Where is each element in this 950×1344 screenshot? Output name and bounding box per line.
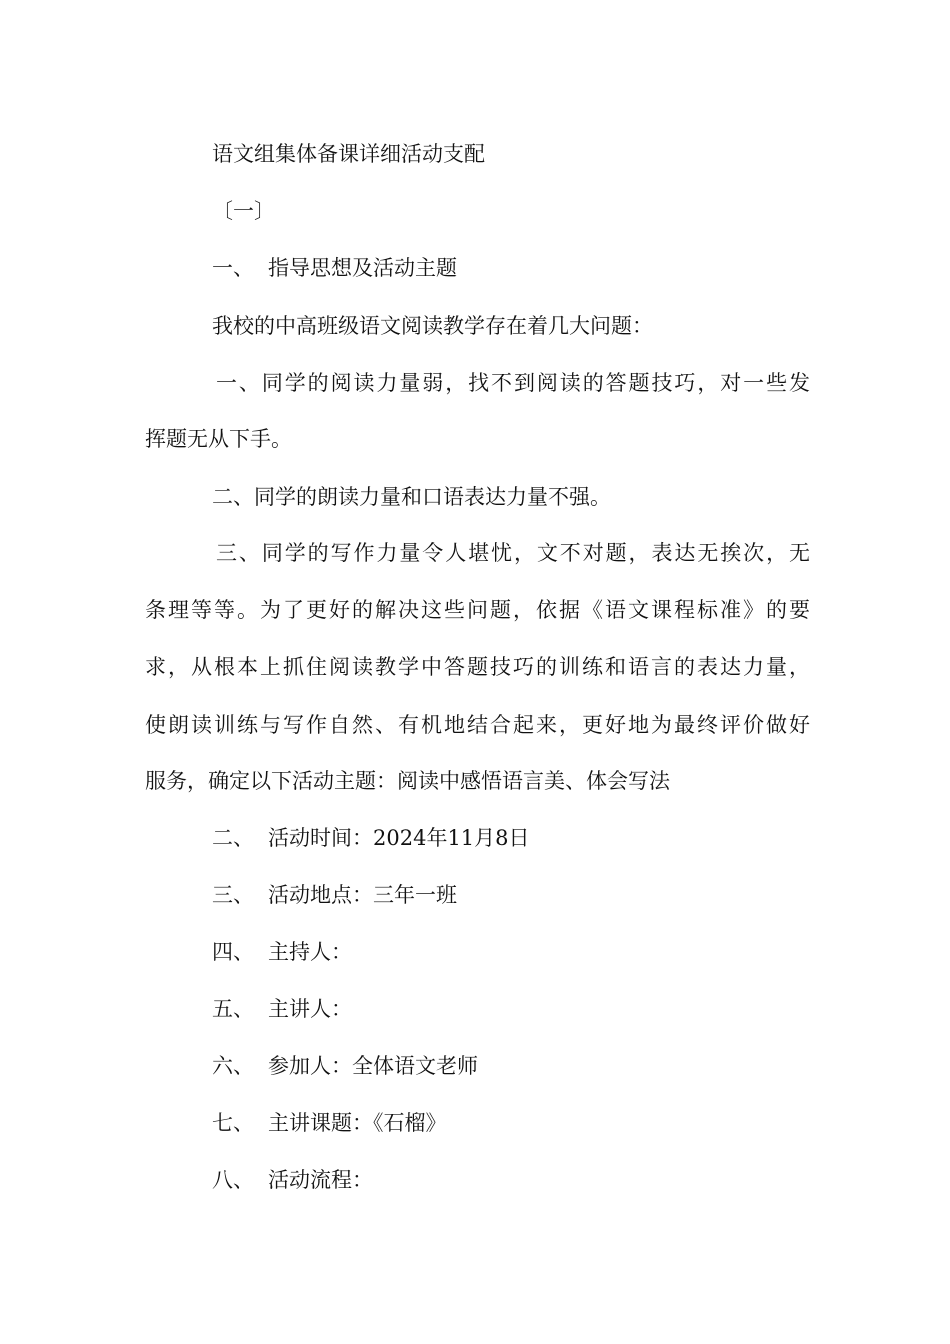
- list-item-text: 主讲课题：《石榴》: [268, 1111, 447, 1135]
- list-item-number: 五、: [212, 997, 254, 1021]
- list-item-number: 六、: [212, 1054, 254, 1078]
- list-item-participants: [212, 1051, 877, 1081]
- list-item-text: 活动流程：: [268, 1168, 373, 1192]
- problem-2: 二、同学的朗读力量和口语表达力量不强。: [212, 485, 611, 509]
- list-item-topic: [212, 1108, 877, 1138]
- intro-paragraph: 我校的中高班级语文阅读教学存在着几大问题：: [212, 314, 653, 338]
- problem-1-line-1: 一、同学的阅读力量弱，找不到阅读的答题技巧，对一些发: [216, 371, 810, 395]
- document-title: 语文组集体备课详细活动支配: [212, 142, 485, 166]
- list-item-number: 二、: [212, 826, 254, 850]
- list-item-number: 七、: [212, 1111, 254, 1135]
- section-text: 指导思想及活动主题: [268, 256, 457, 280]
- list-item-host: [212, 937, 877, 967]
- list-item-location: [212, 880, 877, 910]
- list-item-process: [212, 1165, 877, 1195]
- list-item-text: 参加人：全体语文老师: [268, 1054, 478, 1078]
- problem-3-line-4: 使朗读训练与写作自然、有机地结合起来，更好地为最终评价做好: [145, 713, 810, 737]
- problem-3-line-1: 三、同学的写作力量令人堪忧，文不对题，表达无挨次，无: [216, 541, 810, 565]
- section-heading: [212, 253, 877, 283]
- part-label: 〔一〕: [212, 199, 275, 223]
- list-item-text: 活动时间：2024年11月8日: [268, 826, 530, 850]
- list-item-text: 活动地点：三年一班: [268, 883, 457, 907]
- list-item-text: 主讲人：: [268, 997, 352, 1021]
- list-item-time: [212, 823, 877, 853]
- problem-3-line-2: 条理等等。为了更好的解决这些问题，依据《语文课程标准》的要: [145, 598, 810, 622]
- list-item-speaker: [212, 994, 877, 1024]
- list-item-number: 四、: [212, 940, 254, 964]
- problem-1-line-2: 挥题无从下手。: [145, 427, 292, 451]
- problem-3-line-5: 服务，确定以下活动主题：阅读中感悟语言美、体会写法: [145, 769, 670, 793]
- list-item-text: 主持人：: [268, 940, 352, 964]
- problem-3-line-3: 求，从根本上抓住阅读教学中答题技巧的训练和语言的表达力量，: [145, 655, 810, 679]
- list-item-number: 八、: [212, 1168, 254, 1192]
- section-number: 一、: [212, 256, 254, 280]
- list-item-number: 三、: [212, 883, 254, 907]
